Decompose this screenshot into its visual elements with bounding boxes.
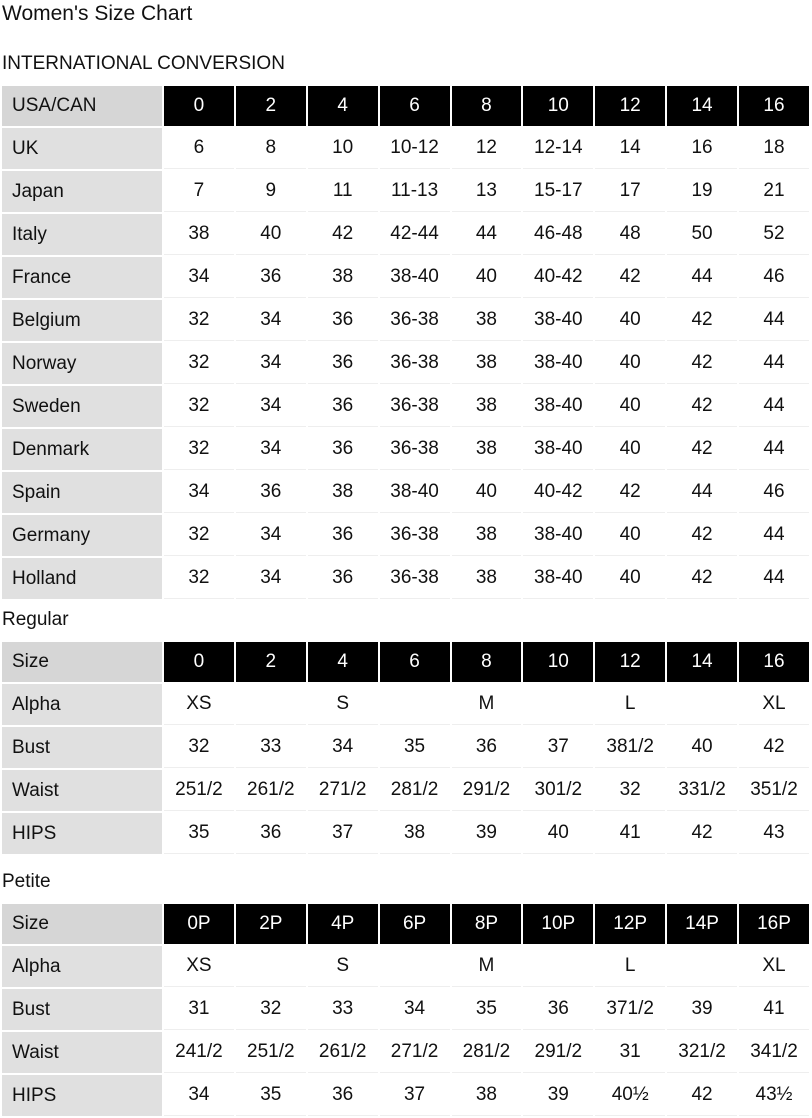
table-cell: 39 bbox=[523, 1075, 593, 1116]
header-size-cell: 16 bbox=[739, 642, 809, 682]
header-size-cell: 14 bbox=[667, 86, 737, 126]
header-size-cell: 6 bbox=[380, 86, 450, 126]
table-row bbox=[2, 472, 809, 513]
table-cell: 10-12 bbox=[380, 128, 450, 169]
header-size-cell: 0P bbox=[164, 904, 234, 944]
table-cell: 36-38 bbox=[380, 386, 450, 427]
table-cell: 46 bbox=[739, 472, 809, 513]
table-cell: L bbox=[595, 684, 665, 725]
table-cell: 35 bbox=[164, 813, 234, 854]
table-cell: 34 bbox=[236, 558, 306, 599]
table-header-row bbox=[2, 642, 809, 682]
row-label-cell: Holland bbox=[2, 558, 162, 599]
table-cell: 341/2 bbox=[739, 1032, 809, 1073]
table-cell: 38-40 bbox=[523, 515, 593, 556]
table-cell: 42 bbox=[667, 300, 737, 341]
table-cell bbox=[236, 946, 306, 987]
header-size-cell: 10 bbox=[523, 642, 593, 682]
table-cell: 42 bbox=[595, 472, 665, 513]
table-cell: 271/2 bbox=[308, 770, 378, 811]
table-cell: 32 bbox=[164, 429, 234, 470]
table-cell: XS bbox=[164, 946, 234, 987]
header-label-cell: Size bbox=[2, 904, 162, 944]
table-cell: L bbox=[595, 946, 665, 987]
table-cell: S bbox=[308, 684, 378, 725]
table-cell: 32 bbox=[236, 989, 306, 1030]
row-label-cell: Germany bbox=[2, 515, 162, 556]
table-cell: XL bbox=[739, 684, 809, 725]
table-row bbox=[2, 684, 809, 725]
table-cell: 38 bbox=[452, 300, 522, 341]
table-cell: 35 bbox=[380, 727, 450, 768]
table-cell: 38 bbox=[164, 214, 234, 255]
header-size-cell: 10 bbox=[523, 86, 593, 126]
table-cell: 42 bbox=[308, 214, 378, 255]
table-cell: 40-42 bbox=[523, 257, 593, 298]
table-cell: 40 bbox=[667, 727, 737, 768]
table-cell: 16 bbox=[667, 128, 737, 169]
row-label-cell: Waist bbox=[2, 1032, 162, 1073]
table-cell: 321/2 bbox=[667, 1032, 737, 1073]
petite-heading: Petite bbox=[2, 871, 51, 892]
row-label-cell: UK bbox=[2, 128, 162, 169]
table-cell: 32 bbox=[164, 727, 234, 768]
table-cell: 44 bbox=[452, 214, 522, 255]
table-cell: 14 bbox=[595, 128, 665, 169]
table-cell: 34 bbox=[236, 429, 306, 470]
table-cell: 6 bbox=[164, 128, 234, 169]
table-cell: 40 bbox=[452, 472, 522, 513]
page-title: Women's Size Chart bbox=[2, 2, 193, 25]
table-cell: 40 bbox=[523, 813, 593, 854]
row-label-cell: Bust bbox=[2, 727, 162, 768]
table-cell: 371/2 bbox=[595, 989, 665, 1030]
regular-size-table bbox=[0, 640, 811, 856]
table-cell: 34 bbox=[236, 343, 306, 384]
table-row bbox=[2, 300, 809, 341]
header-size-cell: 8P bbox=[452, 904, 522, 944]
table-cell: 11-13 bbox=[380, 171, 450, 212]
table-cell: 12 bbox=[452, 128, 522, 169]
table-cell: 38-40 bbox=[380, 472, 450, 513]
table-cell: 44 bbox=[667, 257, 737, 298]
table-cell: 18 bbox=[739, 128, 809, 169]
header-size-cell: 16P bbox=[739, 904, 809, 944]
table-cell: 36 bbox=[308, 429, 378, 470]
table-row bbox=[2, 989, 809, 1030]
table-cell: 31 bbox=[164, 989, 234, 1030]
table-cell: 32 bbox=[164, 343, 234, 384]
table-row bbox=[2, 257, 809, 298]
table-cell: 38 bbox=[308, 472, 378, 513]
row-label-cell: Bust bbox=[2, 989, 162, 1030]
table-cell: 36 bbox=[308, 558, 378, 599]
header-size-cell: 2 bbox=[236, 642, 306, 682]
table-cell: 46 bbox=[739, 257, 809, 298]
table-cell: 39 bbox=[667, 989, 737, 1030]
table-cell: 271/2 bbox=[380, 1032, 450, 1073]
table-row bbox=[2, 558, 809, 599]
table-cell: 42 bbox=[667, 386, 737, 427]
header-size-cell: 8 bbox=[452, 86, 522, 126]
table-cell: 36-38 bbox=[380, 343, 450, 384]
header-size-cell: 10P bbox=[523, 904, 593, 944]
table-cell: 251/2 bbox=[164, 770, 234, 811]
table-cell: 40 bbox=[595, 343, 665, 384]
table-cell: S bbox=[308, 946, 378, 987]
table-cell: 40 bbox=[452, 257, 522, 298]
row-label-cell: Norway bbox=[2, 343, 162, 384]
table-cell: 42 bbox=[739, 727, 809, 768]
row-label-cell: Japan bbox=[2, 171, 162, 212]
table-cell: 38 bbox=[308, 257, 378, 298]
table-cell: 33 bbox=[236, 727, 306, 768]
table-cell: 36 bbox=[236, 257, 306, 298]
header-size-cell: 2P bbox=[236, 904, 306, 944]
table-cell: 48 bbox=[595, 214, 665, 255]
table-cell: XL bbox=[739, 946, 809, 987]
table-cell: 32 bbox=[164, 515, 234, 556]
table-cell: 291/2 bbox=[452, 770, 522, 811]
header-size-cell: 12 bbox=[595, 642, 665, 682]
table-cell: 40-42 bbox=[523, 472, 593, 513]
table-cell: 281/2 bbox=[452, 1032, 522, 1073]
table-cell: 44 bbox=[739, 429, 809, 470]
table-cell: 34 bbox=[164, 257, 234, 298]
header-label-cell: Size bbox=[2, 642, 162, 682]
table-cell: 38-40 bbox=[523, 343, 593, 384]
table-cell: 36 bbox=[236, 472, 306, 513]
table-row bbox=[2, 343, 809, 384]
table-cell: 44 bbox=[739, 558, 809, 599]
table-cell: 34 bbox=[380, 989, 450, 1030]
table-cell: 34 bbox=[236, 515, 306, 556]
header-size-cell: 4P bbox=[308, 904, 378, 944]
table-cell: 291/2 bbox=[523, 1032, 593, 1073]
table-cell: 42 bbox=[667, 1075, 737, 1116]
table-cell: 40 bbox=[236, 214, 306, 255]
table-cell bbox=[523, 946, 593, 987]
table-cell: 36-38 bbox=[380, 429, 450, 470]
table-cell: 40 bbox=[595, 429, 665, 470]
table-row bbox=[2, 946, 809, 987]
table-cell: 36 bbox=[236, 813, 306, 854]
header-size-cell: 4 bbox=[308, 86, 378, 126]
table-cell: 37 bbox=[308, 813, 378, 854]
table-cell: 36 bbox=[308, 1075, 378, 1116]
table-cell: 44 bbox=[739, 515, 809, 556]
table-cell: 38 bbox=[452, 515, 522, 556]
table-cell: 36 bbox=[308, 343, 378, 384]
table-cell: 42 bbox=[667, 813, 737, 854]
table-row bbox=[2, 429, 809, 470]
table-cell: M bbox=[452, 946, 522, 987]
header-size-cell: 16 bbox=[739, 86, 809, 126]
international-conversion-table bbox=[0, 84, 811, 601]
table-cell: 38 bbox=[452, 343, 522, 384]
table-cell: 38-40 bbox=[523, 558, 593, 599]
table-cell: 42 bbox=[595, 257, 665, 298]
table-cell bbox=[667, 946, 737, 987]
row-label-cell: HIPS bbox=[2, 813, 162, 854]
row-label-cell: Italy bbox=[2, 214, 162, 255]
table-cell: 38-40 bbox=[523, 300, 593, 341]
table-cell: 19 bbox=[667, 171, 737, 212]
table-cell: 43½ bbox=[739, 1075, 809, 1116]
petite-size-table bbox=[0, 902, 811, 1118]
table-cell: 38 bbox=[452, 1075, 522, 1116]
table-cell: 42 bbox=[667, 515, 737, 556]
row-label-cell: Denmark bbox=[2, 429, 162, 470]
row-label-cell: France bbox=[2, 257, 162, 298]
table-cell: 34 bbox=[164, 1075, 234, 1116]
table-cell: 35 bbox=[452, 989, 522, 1030]
header-size-cell: 2 bbox=[236, 86, 306, 126]
row-label-cell: Waist bbox=[2, 770, 162, 811]
table-cell: 7 bbox=[164, 171, 234, 212]
header-size-cell: 14P bbox=[667, 904, 737, 944]
table-cell bbox=[380, 946, 450, 987]
row-label-cell: Spain bbox=[2, 472, 162, 513]
table-cell: 34 bbox=[236, 300, 306, 341]
table-row bbox=[2, 727, 809, 768]
international-heading: INTERNATIONAL CONVERSION bbox=[2, 53, 285, 74]
table-row bbox=[2, 813, 809, 854]
table-cell: 32 bbox=[164, 558, 234, 599]
row-label-cell: Belgium bbox=[2, 300, 162, 341]
table-cell: 34 bbox=[164, 472, 234, 513]
table-cell: 38 bbox=[380, 813, 450, 854]
table-cell: 38-40 bbox=[523, 386, 593, 427]
table-header-row bbox=[2, 904, 809, 944]
table-cell: 261/2 bbox=[236, 770, 306, 811]
table-cell: 37 bbox=[523, 727, 593, 768]
table-cell: 36-38 bbox=[380, 558, 450, 599]
table-cell: 351/2 bbox=[739, 770, 809, 811]
table-cell: 38 bbox=[452, 386, 522, 427]
table-cell: 36 bbox=[308, 515, 378, 556]
table-cell: 42 bbox=[667, 558, 737, 599]
table-cell: 44 bbox=[739, 386, 809, 427]
table-cell: 36-38 bbox=[380, 300, 450, 341]
header-size-cell: 0 bbox=[164, 86, 234, 126]
header-size-cell: 6P bbox=[380, 904, 450, 944]
table-cell bbox=[236, 684, 306, 725]
table-cell: 44 bbox=[739, 300, 809, 341]
table-cell: 40 bbox=[595, 558, 665, 599]
header-size-cell: 8 bbox=[452, 642, 522, 682]
header-size-cell: 14 bbox=[667, 642, 737, 682]
table-cell: 40 bbox=[595, 515, 665, 556]
table-cell: 38-40 bbox=[380, 257, 450, 298]
table-header-row bbox=[2, 86, 809, 126]
table-row bbox=[2, 770, 809, 811]
table-cell: 42 bbox=[667, 343, 737, 384]
table-cell: 42 bbox=[667, 429, 737, 470]
table-cell: 31 bbox=[595, 1032, 665, 1073]
table-cell: 32 bbox=[164, 386, 234, 427]
table-row bbox=[2, 515, 809, 556]
table-cell: 46-48 bbox=[523, 214, 593, 255]
table-cell: 301/2 bbox=[523, 770, 593, 811]
table-row bbox=[2, 128, 809, 169]
header-size-cell: 6 bbox=[380, 642, 450, 682]
table-cell: 241/2 bbox=[164, 1032, 234, 1073]
table-cell: 17 bbox=[595, 171, 665, 212]
table-cell: 11 bbox=[308, 171, 378, 212]
table-cell: 41 bbox=[595, 813, 665, 854]
regular-heading: Regular bbox=[2, 609, 69, 630]
header-size-cell: 4 bbox=[308, 642, 378, 682]
header-size-cell: 0 bbox=[164, 642, 234, 682]
table-cell: 15-17 bbox=[523, 171, 593, 212]
table-cell: 251/2 bbox=[236, 1032, 306, 1073]
table-cell: 12-14 bbox=[523, 128, 593, 169]
row-label-cell: HIPS bbox=[2, 1075, 162, 1116]
table-cell: 32 bbox=[595, 770, 665, 811]
table-cell: 37 bbox=[380, 1075, 450, 1116]
table-cell: 50 bbox=[667, 214, 737, 255]
row-label-cell: Sweden bbox=[2, 386, 162, 427]
table-cell: 44 bbox=[667, 472, 737, 513]
table-cell: 43 bbox=[739, 813, 809, 854]
table-cell: 38-40 bbox=[523, 429, 593, 470]
table-cell bbox=[380, 684, 450, 725]
table-row bbox=[2, 386, 809, 427]
table-cell: 41 bbox=[739, 989, 809, 1030]
table-row bbox=[2, 1075, 809, 1116]
table-cell: 42-44 bbox=[380, 214, 450, 255]
table-cell: 36 bbox=[523, 989, 593, 1030]
table-cell: 36 bbox=[308, 300, 378, 341]
table-row bbox=[2, 171, 809, 212]
table-cell: 38 bbox=[452, 558, 522, 599]
table-cell bbox=[523, 684, 593, 725]
table-cell: 21 bbox=[739, 171, 809, 212]
table-row bbox=[2, 1032, 809, 1073]
table-cell: 40½ bbox=[595, 1075, 665, 1116]
table-cell: 34 bbox=[308, 727, 378, 768]
table-cell: 10 bbox=[308, 128, 378, 169]
table-cell: 9 bbox=[236, 171, 306, 212]
table-cell: 381/2 bbox=[595, 727, 665, 768]
row-label-cell: Alpha bbox=[2, 684, 162, 725]
header-label-cell: USA/CAN bbox=[2, 86, 162, 126]
table-cell: 281/2 bbox=[380, 770, 450, 811]
table-cell bbox=[667, 684, 737, 725]
table-cell: 44 bbox=[739, 343, 809, 384]
table-cell: 38 bbox=[452, 429, 522, 470]
table-cell: 35 bbox=[236, 1075, 306, 1116]
header-size-cell: 12 bbox=[595, 86, 665, 126]
header-size-cell: 12P bbox=[595, 904, 665, 944]
table-row bbox=[2, 214, 809, 255]
table-cell: 36 bbox=[308, 386, 378, 427]
table-cell: 331/2 bbox=[667, 770, 737, 811]
table-cell: 34 bbox=[236, 386, 306, 427]
table-cell: 40 bbox=[595, 300, 665, 341]
table-cell: 261/2 bbox=[308, 1032, 378, 1073]
table-cell: 13 bbox=[452, 171, 522, 212]
row-label-cell: Alpha bbox=[2, 946, 162, 987]
table-cell: 39 bbox=[452, 813, 522, 854]
table-cell: 40 bbox=[595, 386, 665, 427]
table-cell: 36 bbox=[452, 727, 522, 768]
table-cell: 36-38 bbox=[380, 515, 450, 556]
table-cell: 52 bbox=[739, 214, 809, 255]
table-cell: 32 bbox=[164, 300, 234, 341]
table-cell: M bbox=[452, 684, 522, 725]
table-cell: 33 bbox=[308, 989, 378, 1030]
table-cell: 8 bbox=[236, 128, 306, 169]
table-cell: XS bbox=[164, 684, 234, 725]
